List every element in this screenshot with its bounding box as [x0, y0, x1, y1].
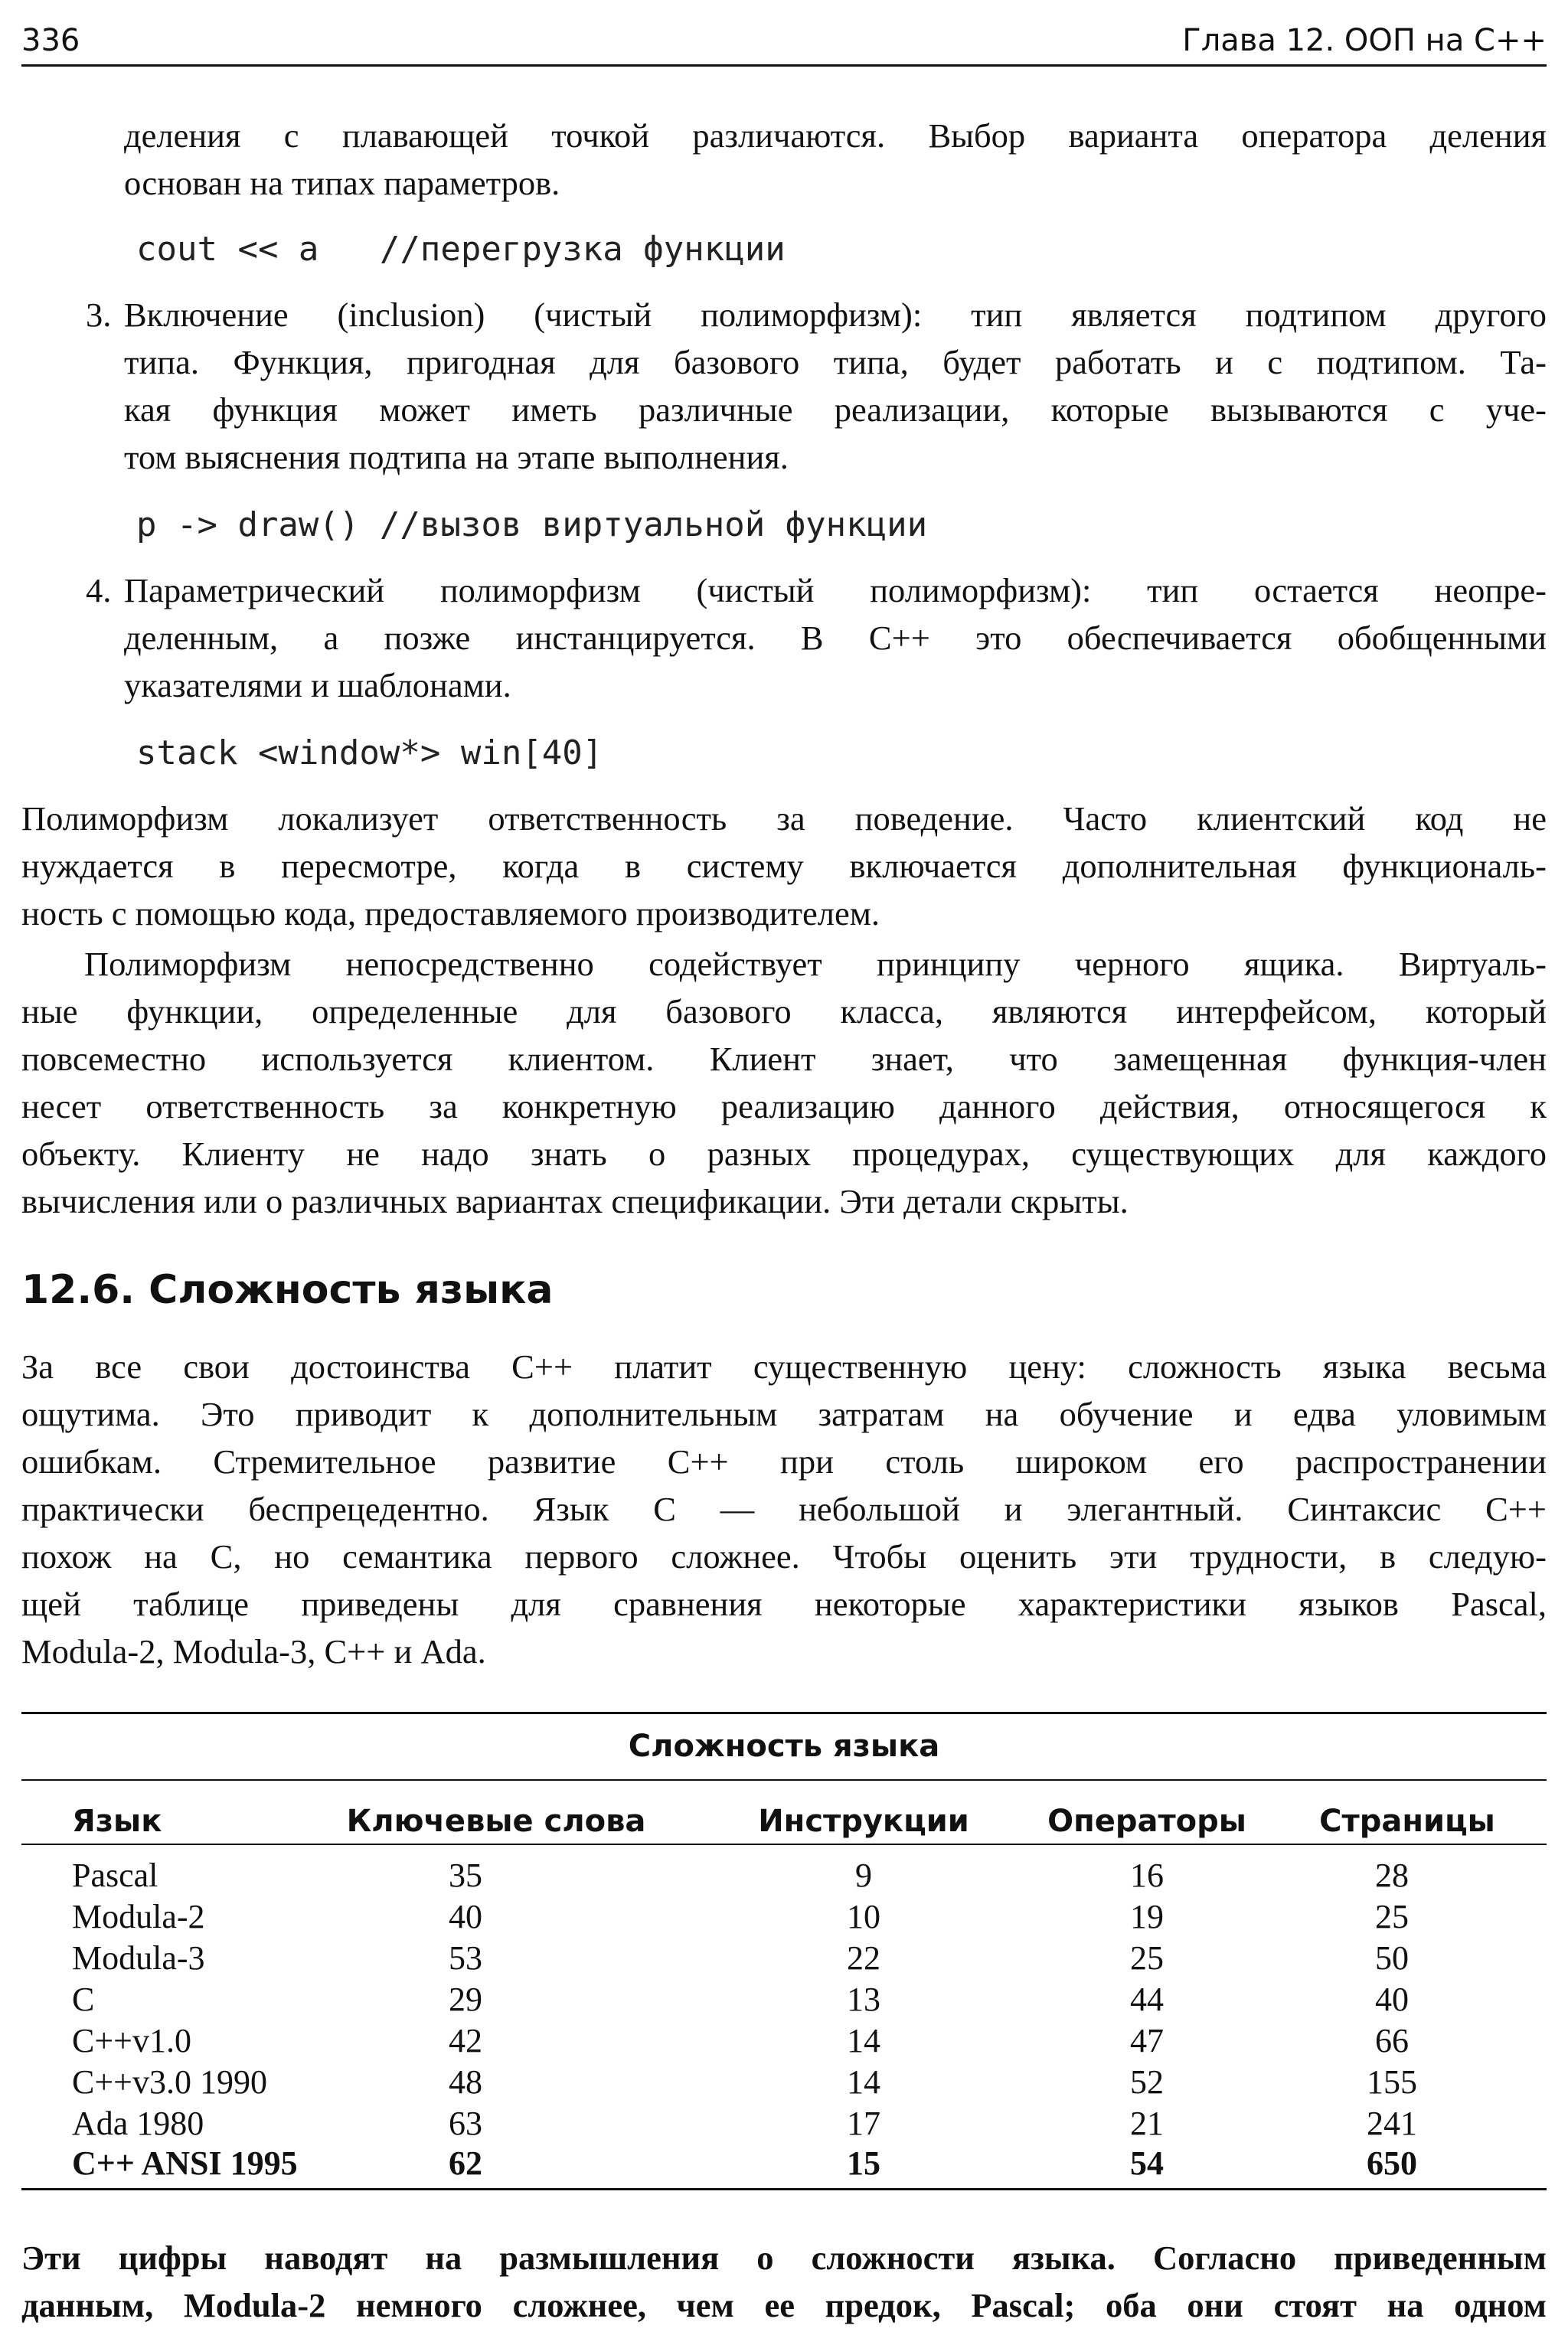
table-cell: 50 [1375, 1939, 1409, 1977]
table-bottom-rule [21, 2188, 1547, 2190]
table-cell: 241 [1367, 2105, 1417, 2142]
complexity-table [21, 1712, 1547, 2187]
table-cell: 25 [1375, 1898, 1409, 1935]
code-sample-virtual: p -> draw() //вызов виртуальной функции [136, 505, 928, 544]
paragraph-polymorphism-2 [21, 940, 1547, 1225]
table-row [21, 2021, 1547, 2062]
table-cell: 650 [1367, 2144, 1417, 2182]
text-line: деленным, а позже инстанцируется. В С++ это обеспечивается обобщенными [124, 619, 1547, 657]
table-cell: 29 [449, 1981, 482, 2018]
section-paragraph [21, 1343, 1547, 1675]
table-cell: 62 [449, 2144, 482, 2182]
table-cell: 53 [449, 1939, 482, 1977]
text-line: несет ответственность за конкретную реализацию данного действия, относящегося к [21, 1087, 1547, 1125]
table-cell: C [72, 1981, 95, 2018]
page-number: 336 [21, 23, 80, 58]
text-line: объекту. Клиенту не надо знать о разных процедурах, существующих для каждого [21, 1135, 1547, 1173]
list-item-4 [124, 567, 1547, 709]
table-row [21, 2062, 1547, 2104]
table-cell: 14 [847, 2022, 880, 2059]
chapter-title: Глава 12. ООП на С++ [1182, 23, 1547, 58]
list-number-3: 3. [86, 296, 112, 334]
table-row [21, 1897, 1547, 1938]
text-line: основан на типах параметров. [124, 164, 560, 202]
table-cell: C++v3.0 1990 [72, 2063, 267, 2101]
running-header [21, 20, 1547, 69]
text-line: ные функции, определенные для базового класса, являются интерфейсом, который [21, 992, 1547, 1030]
table-cell: 40 [1375, 1981, 1409, 2018]
text-line: нуждается в пересмотре, когда в систему включается дополнительная функциональ- [21, 847, 1547, 885]
text-line: кая функция может иметь различные реализации, которые вызываются с уче- [124, 390, 1547, 429]
text-line: Полиморфизм локализует ответственность за поведение. Часто клиентский код не [21, 799, 1547, 838]
text-line: Полиморфизм непосредственно содействует принципу черного ящика. Виртуаль- [84, 945, 1547, 983]
table-cell: 48 [449, 2063, 482, 2101]
text-line: данным, Modula-2 немного сложнее, чем ее предок, Pascal; оба они стоят на одном [21, 2286, 1547, 2324]
table-cell: 47 [1130, 2022, 1164, 2059]
column-header: Инструкции [758, 1804, 969, 1839]
code-sample-template: stack <window*> win[40] [136, 733, 603, 772]
intro-paragraph [124, 112, 1547, 207]
text-line: похож на С, но семантика первого сложнее. Чтобы оценить эти трудности, в следую- [21, 1537, 1547, 1576]
table-cell: 14 [847, 2063, 880, 2101]
table-cell: 63 [449, 2105, 482, 2142]
code-sample-overload: cout << a //перегрузка функции [136, 230, 786, 269]
table-cell: 19 [1130, 1898, 1164, 1935]
text-line: указателями и шаблонами. [124, 666, 511, 704]
text-line: Эти цифры наводят на размышления о сложности языка. Согласно приведенным [21, 2239, 1547, 2277]
table-cell: 155 [1367, 2063, 1417, 2101]
table-row-highlight [21, 2144, 1547, 2185]
table-cell: 35 [449, 1857, 482, 1894]
text-line: деления с плавающей точкой различаются. Выбор варианта оператора деления [124, 116, 1547, 155]
list-item-3 [124, 291, 1547, 481]
closing-paragraph [21, 2234, 1547, 2329]
table-cell: 9 [855, 1857, 872, 1894]
text-line: За все свои достоинства С++ платит существенную цену: сложность языка весьма [21, 1347, 1547, 1386]
table-cell: 28 [1375, 1857, 1409, 1894]
column-header: Ключевые слова [346, 1804, 646, 1839]
table-cell: 10 [847, 1898, 880, 1935]
table-cell: 17 [847, 2105, 880, 2142]
text-line: типа. Функция, пригодная для базового типа, будет работать и с подтипом. Та- [124, 343, 1547, 381]
table-cell: C++v1.0 [72, 2022, 191, 2059]
text-line: повсеместно используется клиентом. Клиент знает, что замещенная функция-член [21, 1040, 1547, 1078]
table-top-rule [21, 1712, 1547, 1714]
text-line: ность с помощью кода, предоставляемого производителем. [21, 894, 880, 932]
table-cell: Pascal [72, 1857, 158, 1894]
table-header-row [21, 1804, 1547, 1850]
table-cell: 52 [1130, 2063, 1164, 2101]
table-row [21, 1856, 1547, 1897]
text-line: вычисления или о различных вариантах спецификации. Эти детали скрыты. [21, 1182, 1129, 1220]
table-row [21, 2104, 1547, 2145]
table-row [21, 1980, 1547, 2021]
column-header: Операторы [1047, 1804, 1246, 1839]
table-cell: Modula-2 [72, 1898, 205, 1935]
text-line: том выяснения подтипа на этапе выполнения. [124, 438, 789, 476]
column-header: Язык [72, 1804, 162, 1839]
table-cell: Modula-3 [72, 1939, 205, 1977]
text-line: щей таблице приведены для сравнения некоторые характеристики языков Pascal, [21, 1585, 1547, 1623]
table-cell: 66 [1375, 2022, 1409, 2059]
text-line: Modula-2, Modula-3, С++ и Ada. [21, 1632, 486, 1671]
table-cell: Ada 1980 [72, 2105, 204, 2142]
table-cell: 15 [847, 2144, 880, 2182]
text-line: ошибкам. Стремительное развитие С++ при столь широком его распространении [21, 1442, 1547, 1481]
list-number-4: 4. [86, 571, 112, 609]
table-cell: 42 [449, 2022, 482, 2059]
text-line: практически беспрецедентно. Язык С — небольшой и элегантный. Синтаксис С++ [21, 1490, 1547, 1528]
table-cell: 25 [1130, 1939, 1164, 1977]
text-line: ощутима. Это приводит к дополнительным затратам на обучение и едва уловимым [21, 1395, 1547, 1433]
table-cell: 22 [847, 1939, 880, 1977]
text-line: Параметрический полиморфизм (чистый полиморфизм): тип остается неопре- [124, 571, 1547, 609]
table-cell: C++ ANSI 1995 [72, 2144, 298, 2182]
table-cell: 54 [1130, 2144, 1164, 2182]
table-header-rule [21, 1844, 1547, 1845]
table-cell: 21 [1130, 2105, 1164, 2142]
paragraph-polymorphism-1 [21, 795, 1547, 937]
column-header: Страницы [1319, 1804, 1495, 1839]
table-cell: 44 [1130, 1981, 1164, 2018]
table-title: Сложность языка [628, 1729, 940, 1764]
text-line: Включение (inclusion) (чистый полиморфизм): тип является подтипом другого [124, 296, 1547, 334]
table-cell: 40 [449, 1898, 482, 1935]
header-rule [21, 64, 1547, 67]
table-cell: 16 [1130, 1857, 1164, 1894]
section-heading: 12.6. Сложность языка [21, 1267, 554, 1313]
table-title-rule [21, 1779, 1547, 1781]
table-row [21, 1938, 1547, 1980]
table-cell: 13 [847, 1981, 880, 2018]
